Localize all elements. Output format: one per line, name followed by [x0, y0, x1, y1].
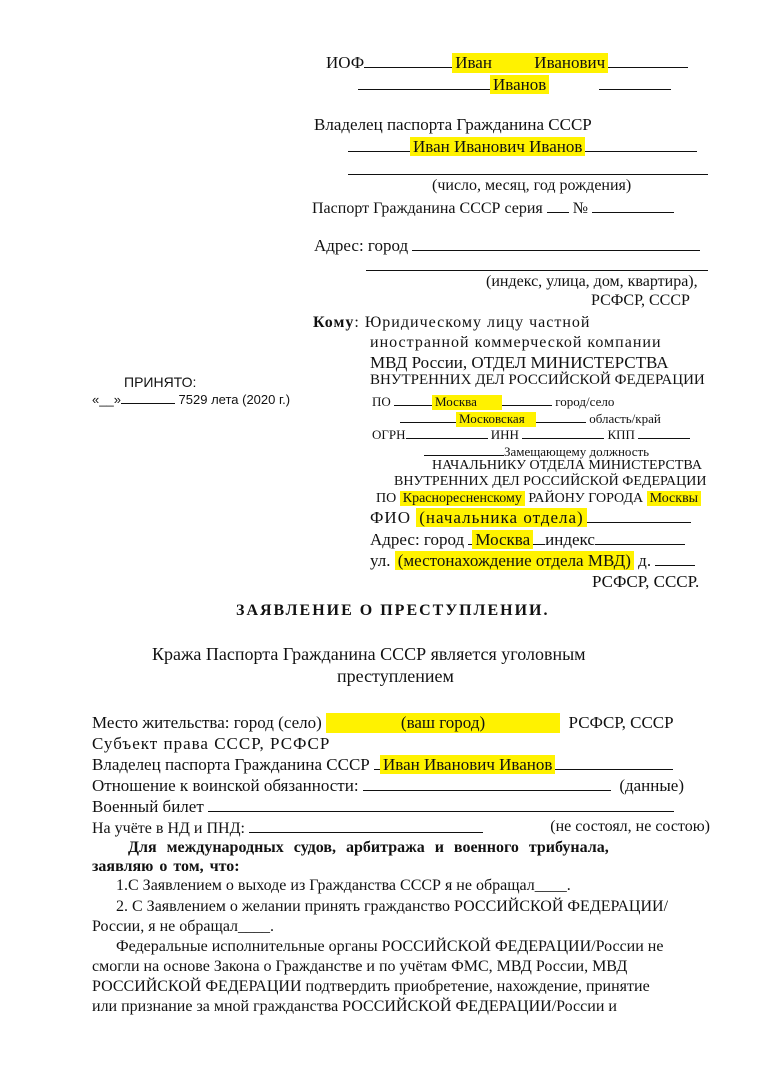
city-value: Москва: [432, 395, 502, 410]
deputy-line: Замещающему должность: [424, 441, 649, 460]
region-value: Московская: [456, 412, 536, 427]
recipient-country: РСФСР, СССР.: [592, 572, 700, 591]
number-sign: №: [572, 200, 589, 217]
nd-line: На учёте в НД и ПНД: (не состоял, не состою): [92, 818, 710, 837]
last-name-line: [358, 75, 671, 95]
registry-line: ОГРН ИНН КПП: [372, 424, 690, 443]
first-name: Иван Иванович: [452, 53, 608, 73]
street-value: (местонахождение отдела МВД): [395, 551, 634, 570]
recipient-line3: МВД России, ОТДЕЛ МИНИСТЕРСТВА: [370, 353, 669, 372]
district-value: Красноресненскому: [400, 491, 525, 506]
city-line: ПО Москва город/село: [372, 391, 614, 410]
military-line: Отношение к воинской обязанности: (данные): [92, 776, 684, 795]
last-name: Иванов: [490, 75, 549, 94]
paragraph-line3: РОССИЙСКОЙ ФЕДЕРАЦИИ подтвердить приобретение, нахождение, принятие: [92, 978, 650, 995]
address-line: [314, 236, 700, 256]
head-line1: НАЧАЛЬНИКУ ОТДЕЛА МИНИСТЕРСТВА: [432, 458, 702, 473]
address-line-2: [366, 270, 708, 271]
body-owner-line: Владелец паспорта Гражданина СССР Иван Иванович Иванов: [92, 755, 673, 775]
birth-caption: (число, месяц, год рождения): [432, 177, 632, 194]
subject-line: Субъект права СССР, РСФСР: [92, 734, 331, 753]
fio-line: ФИО (начальника отдела): [370, 508, 691, 528]
owner-label: Владелец паспорта Гражданина СССР: [314, 115, 592, 134]
owner-name-line: [348, 137, 697, 157]
to-label: Кому: [313, 314, 355, 331]
subtitle-line1: Кража Паспорта Гражданина СССР является уголовным: [152, 644, 586, 664]
item-2-line2: России, я не обращал____.: [92, 918, 275, 935]
address-label: Адрес: город: [314, 236, 409, 255]
dept-address-line: Адрес: город Москва индекс: [370, 530, 685, 550]
iof-label: ИОФ: [326, 53, 365, 72]
recipient-line2: иностранной коммерческой компании: [370, 334, 662, 351]
paragraph-line1: Федеральные исполнительные органы РОССИЙСКОЙ ФЕДЕРАЦИИ/России не: [116, 938, 664, 955]
iof-line: [326, 53, 688, 73]
passport-series-line: [312, 198, 674, 218]
paragraph-line2: смогли на основе Закона о Гражданстве и по учётам ФМС, МВД России, МВД: [92, 958, 628, 975]
address-caption: (индекс, улица, дом, квартира),: [486, 273, 698, 290]
item-2-line1: 2. С Заявлением о желании принять гражданство РОССИЙСКОЙ ФЕДЕРАЦИИ/: [116, 898, 669, 915]
statement-title: ЗАЯВЛЕНИЕ О ПРЕСТУПЛЕНИИ.: [236, 602, 550, 619]
region-line: Московская область/край: [400, 408, 661, 427]
passport-series-label: Паспорт Гражданина СССР серия: [312, 200, 543, 217]
street-line: ул. (местонахождение отдела МВД) д.: [370, 551, 695, 571]
head-line2: ВНУТРЕННИХ ДЕЛ РОССИЙСКОЙ ФЕДЕРАЦИИ: [394, 474, 707, 489]
military-id-line: Военный билет: [92, 797, 674, 817]
subtitle-line2: преступлением: [337, 666, 454, 686]
district-line: ПО Красноресненскому РАЙОНУ ГОРОДА Москвы: [376, 491, 701, 507]
recipient-line1: Кому: Юридическому лицу частной: [313, 314, 591, 331]
birth-date-line: [348, 174, 708, 175]
paragraph-line4: или признание за мной гражданства РОССИЙСКОЙ ФЕДЕРАЦИИ/России и: [92, 998, 617, 1015]
statement-line1: Для международных судов, арбитража и военного трибунала,: [128, 839, 609, 856]
fio-value: (начальника отдела): [416, 508, 586, 527]
dept-city: Москва: [472, 530, 533, 549]
district-city: Москвы: [647, 491, 701, 506]
residence-value: (ваш город): [326, 713, 560, 733]
owner-name: Иван Иванович Иванов: [410, 137, 585, 156]
accepted-label: ПРИНЯТО:: [124, 374, 197, 390]
item-1: 1.С Заявлением о выходе из Гражданства СССР я не обращал____.: [116, 877, 571, 894]
residence-line: Место жительства: город (село) (ваш город) РСФСР, СССР: [92, 713, 674, 732]
accepted-date: «__» 7529 лета (2020 г.): [92, 392, 291, 407]
statement-line2: заявляю о том, что:: [92, 858, 240, 875]
recipient-line4: ВНУТРЕННИХ ДЕЛ РОССИЙСКОЙ ФЕДЕРАЦИИ: [370, 372, 705, 388]
body-owner-name: Иван Иванович Иванов: [380, 755, 555, 774]
header-country: РСФСР, СССР: [591, 292, 690, 309]
